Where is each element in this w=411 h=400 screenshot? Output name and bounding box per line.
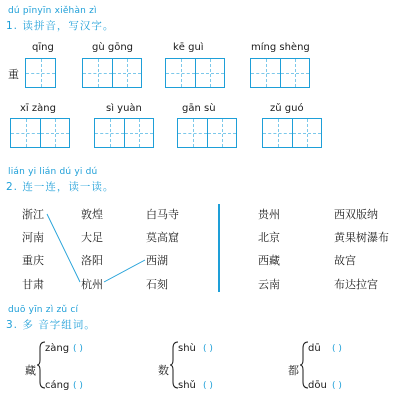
q3-answer-3b[interactable]: ( ) bbox=[332, 381, 342, 391]
q2-site-4[interactable]: 石刻 bbox=[146, 278, 168, 291]
q2-place-3[interactable]: 重庆 bbox=[22, 254, 44, 267]
q2-place-4[interactable]: 甘肃 bbox=[22, 278, 44, 291]
q2-site-3[interactable]: 西湖 bbox=[146, 254, 168, 267]
q1-pinyin-4: míng shèng bbox=[251, 42, 310, 53]
q2-province-2[interactable]: 北京 bbox=[258, 231, 280, 244]
q2-heading: 2. 连一连，读一读。 bbox=[6, 181, 115, 193]
q1-pinyin-6: sì yuàn bbox=[106, 103, 142, 114]
q1-pinyin-7: gān sù bbox=[182, 103, 216, 114]
q2-place-5[interactable]: 敦煌 bbox=[81, 208, 103, 221]
q3-top-2: shù bbox=[178, 343, 196, 354]
q2-place-2[interactable]: 河南 bbox=[22, 231, 44, 244]
q3-answer-1a[interactable]: ( ) bbox=[73, 344, 83, 354]
q1-pinyin-1: qīng bbox=[32, 42, 54, 53]
q3-answer-3a[interactable]: ( ) bbox=[332, 344, 342, 354]
q2-heading-pinyin: lián yi lián dú yi dú bbox=[8, 167, 98, 177]
q2-landmark-2[interactable]: 黄果树瀑布 bbox=[334, 231, 389, 244]
q2-divider bbox=[218, 204, 220, 292]
q1-prefix-char: 重 bbox=[8, 68, 19, 81]
q3-top-1: zàng bbox=[45, 343, 70, 354]
q2-place-6[interactable]: 大足 bbox=[81, 231, 103, 244]
q2-place-8[interactable]: 杭州 bbox=[81, 278, 103, 291]
q3-bottom-2: shǔ bbox=[178, 380, 196, 391]
q3-top-3: dū bbox=[308, 343, 321, 354]
q3-char-2: 数 bbox=[158, 364, 169, 377]
q2-place-7[interactable]: 洛阳 bbox=[81, 254, 103, 267]
q3-answer-2a[interactable]: ( ) bbox=[203, 344, 213, 354]
q2-line-2 bbox=[104, 260, 145, 282]
q3-heading-pinyin: duō yīn zì zǔ cí bbox=[8, 305, 79, 315]
q3-answer-1b[interactable]: ( ) bbox=[73, 381, 83, 391]
q3-char-3: 都 bbox=[288, 364, 299, 377]
q1-heading: 1. 读拼音，写汉字。 bbox=[6, 20, 115, 32]
q1-pinyin-5: xī zàng bbox=[20, 103, 56, 114]
q1-heading-pinyin: dú pīnyīn xiěhàn zì bbox=[8, 6, 97, 16]
q3-heading: 3. 多 音字组词。 bbox=[6, 319, 96, 331]
q2-province-3[interactable]: 西藏 bbox=[258, 254, 280, 267]
q3-bottom-1: cáng bbox=[45, 380, 70, 391]
q1-pinyin-3: kē guì bbox=[173, 42, 204, 53]
q1-pinyin-8: zǔ guó bbox=[270, 103, 304, 114]
q3-answer-2b[interactable]: ( ) bbox=[203, 381, 213, 391]
q2-landmark-4[interactable]: 布达拉宫 bbox=[334, 278, 378, 291]
q2-province-4[interactable]: 云南 bbox=[258, 278, 280, 291]
q3-char-1: 藏 bbox=[25, 364, 36, 377]
q1-pinyin-2: gù gōng bbox=[92, 42, 134, 53]
q2-place-1[interactable]: 浙江 bbox=[22, 208, 44, 221]
q2-landmark-3[interactable]: 故宫 bbox=[334, 254, 356, 267]
q2-site-1[interactable]: 白马寺 bbox=[146, 208, 179, 221]
q2-site-2[interactable]: 莫高窟 bbox=[146, 231, 179, 244]
q2-landmark-1[interactable]: 西双版纳 bbox=[334, 208, 378, 221]
q2-province-1[interactable]: 贵州 bbox=[258, 208, 280, 221]
q3-bottom-3: dōu bbox=[308, 380, 327, 391]
q2-line-1 bbox=[47, 214, 80, 282]
